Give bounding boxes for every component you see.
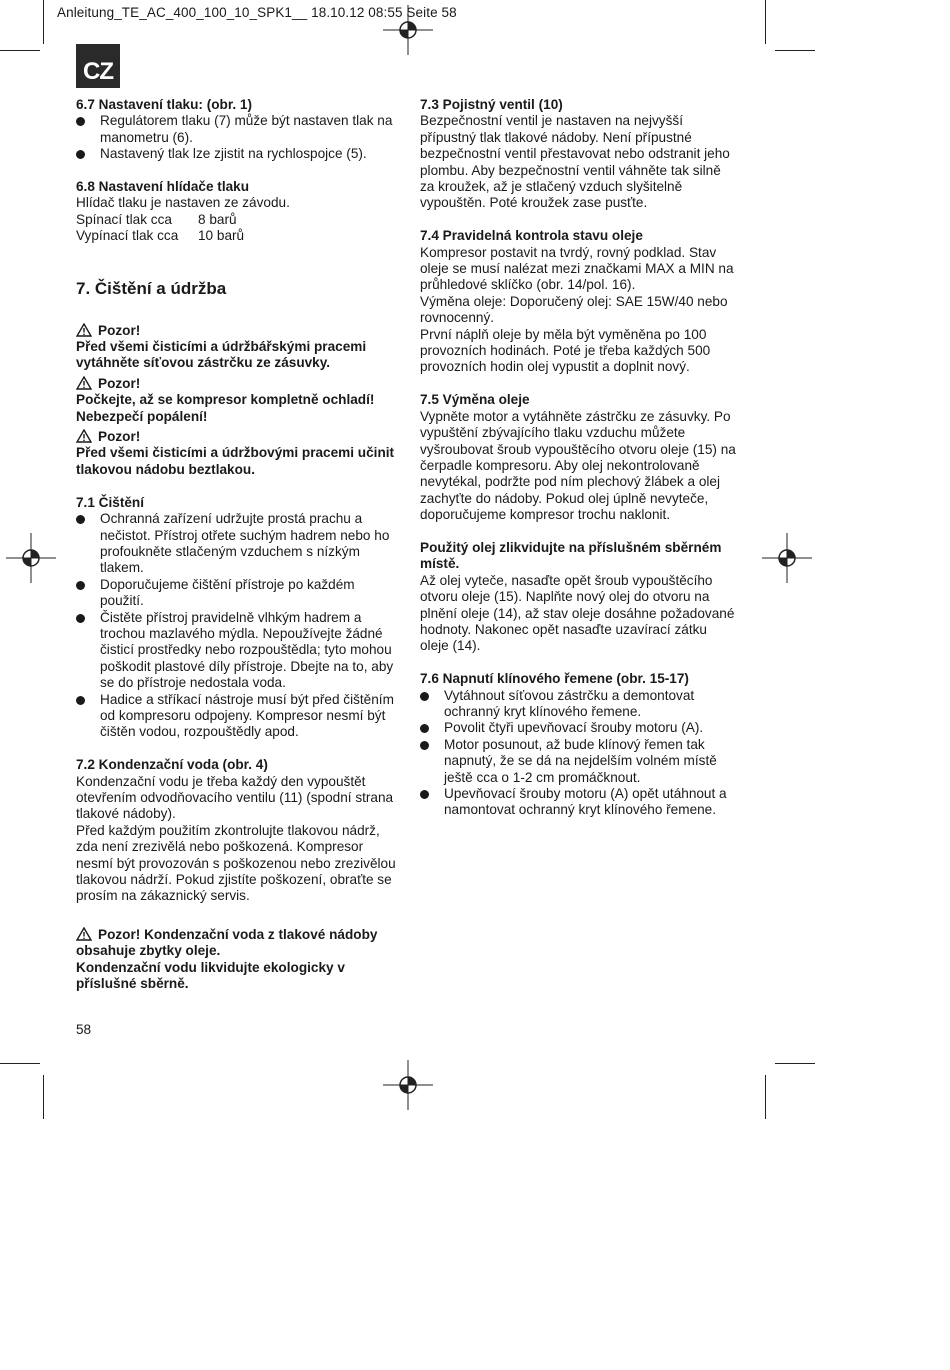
section-6-8-text: Hlídač tlaku je nastaven ze závodu.	[76, 195, 290, 211]
section-6-7-title: 6.7 Nastavení tlaku: (obr. 1)	[76, 97, 253, 112]
language-badge: CZ	[76, 44, 120, 88]
warning-icon	[76, 323, 92, 337]
section-6-7-list	[76, 113, 401, 162]
list-item: Povolit čtyři upevňovací šrouby motoru (A).	[420, 720, 738, 736]
list-item: Hadice a stříkací nástroje musí být před čištěním od kompresoru odpojeny. Kompresor nesmí být čištěn vodou, rozpouštědly apod.	[76, 692, 401, 741]
warning-label: Pozor!	[76, 429, 401, 445]
section-7-1-list	[76, 511, 401, 741]
section-7-2-paragraph: Před každým použitím zkontrolujte tlakovou nádrž, zda není zrezivělá nebo poškozená. Kompresor nesmí být provozován s poškozenou nebo zrezivělou tlakovou nádrží. Pokud zjistíte poškození, obraťte se prosím na zákaznický servis.	[76, 822, 396, 904]
list-item: Regulátorem tlaku (7) může být nastaven tlak na manometru (6).	[76, 113, 401, 146]
warning-text: Před všemi čisticími a údržbovými pracemi učinit tlakovou nádobu beztlakou.	[76, 445, 395, 477]
registration-mark-icon	[383, 5, 433, 55]
crop-mark	[765, 1075, 766, 1119]
list-item: Ochranná zařízení udržujte prostá prachu a nečistot. Přístroj otřete suchým hadrem nebo ho profoukněte stlačeným vzduchem s nízkým tlakem.	[76, 511, 401, 577]
list-item: Čistěte přístroj pravidelně vlhkým hadrem a trochou mazlavého mýdla. Nepoužívejte žádné čisticí prostředky nebo rozpouštědla; tyto mohou poškodit plastové díly přístroje. Dbejte na to, aby se do přístroje nedostala voda.	[76, 610, 401, 692]
crop-mark	[0, 50, 40, 51]
crop-mark	[43, 0, 44, 44]
page-number: 58	[76, 1022, 92, 1037]
section-6-8-title: 6.8 Nastavení hlídače tlaku	[76, 179, 250, 195]
crop-mark	[775, 1063, 815, 1064]
warning-label: Pozor!	[76, 376, 401, 392]
right-column	[420, 97, 738, 819]
section-7-4-paragraph: Výměna oleje: Doporučený olej: SAE 15W/40 nebo rovnocenný.	[420, 293, 728, 326]
list-item: Nastavený tlak lze zjistit na rychlospojce (5).	[76, 146, 401, 162]
pressure-row: Spínací tlak cca 8 barů	[76, 211, 237, 227]
section-7-3-text: Bezpečnostní ventil je nastaven na nejvyšší přípustný tlak tlakové nádoby. Není přípustné bezpečnostní ventil přestavovat nebo odstranit jeho plombu. Aby bezpečnostní ventil váhněte tak silně za kroužek, až je stlačený vzduch slyšitelně vypouštěn. Poté kroužek zase pusťte.	[420, 113, 730, 211]
crop-mark	[765, 0, 766, 44]
warning-text: Před všemi čisticími a údržbářskými pracemi vytáhněte síťovou zástrčku ze zásuvky.	[76, 339, 367, 371]
registration-mark-icon	[6, 533, 56, 583]
section-7-4-paragraph: Kompresor postavit na tvrdý, rovný podklad. Stav oleje se musí nalézat mezi značkami MAX a MIN na průhledové sklíčko (obr. 14/pol. 16).	[420, 244, 734, 293]
warning-label: Pozor!	[76, 323, 401, 339]
warning-icon	[76, 429, 92, 443]
section-7-4-title: 7.4 Pravidelná kontrola stavu oleje	[420, 228, 643, 244]
list-item: Upevňovací šrouby motoru (A) opět utáhnout a namontovat ochranný kryt klínového řemene.	[420, 786, 738, 819]
crop-mark	[0, 1063, 40, 1064]
warning-icon	[76, 376, 92, 390]
section-7-5-text: Vypněte motor a vytáhněte zástrčku ze zásuvky. Po vypuštění zbývajícího tlaku vzduchu můžete vyšroubovat šroub vypouštěcího otvoru oleje (15) na čerpadle kompresoru. Aby olej nekontrolovaně nevytékal, podržte pod ním plechový žlábek a olej zachyťte do nádoby. Pokud olej úplně nevyteče, doporučujeme kompresor trochu naklonit.	[420, 408, 736, 523]
list-item: Doporučujeme čištění přístroje po každém použití.	[76, 577, 401, 610]
section-7-6-list	[420, 688, 738, 819]
list-item: Motor posunout, až bude klínový řemen tak napnutý, že se dá na nejdelším volném místě ještě cca o 1-2 cm promáčknout.	[420, 737, 738, 786]
section-7-2-title: 7.2 Kondenzační voda (obr. 4)	[76, 757, 268, 773]
warning-text: Kondenzační vodu likvidujte ekologicky v příslušné sběrně.	[76, 959, 345, 992]
section-7-2-paragraph: Kondenzační vodu je třeba každý den vypouštět otevřením odvodňovacího ventilu (11) (spodní strana tlakové nádoby).	[76, 773, 394, 822]
crop-mark	[775, 50, 815, 51]
pressure-row: Vypínací tlak cca 10 barů	[76, 228, 245, 244]
section-7-4-paragraph: První náplň oleje by měla být vyměněna po 100 provozních hodinách. Poté je třeba každých 500 provozních hodin olej vypustit a doplnit nový.	[420, 326, 711, 375]
warning-text: Počkejte, až se kompresor kompletně ochladí! Nebezpečí popálení!	[76, 392, 375, 424]
list-item: Vytáhnout síťovou zástrčku a demontovat ochranný kryt klínového řemene.	[420, 688, 738, 721]
crop-mark	[43, 1075, 44, 1119]
warning-icon	[76, 927, 92, 941]
used-oil-text: Až olej vyteče, nasaďte opět šroub vypouštěcího otvoru oleje (15). Naplňte nový olej do otvoru na plnění oleje (14), až stav oleje dosáhne požadované hodnoty. Nakonec opět nasaďte uzavírací zátku oleje (14).	[420, 572, 735, 654]
registration-mark-icon	[762, 533, 812, 583]
section-7-title: 7. Čištění a údržba	[76, 278, 227, 298]
left-column	[76, 97, 401, 992]
section-7-3-title: 7.3 Pojistný ventil (10)	[420, 97, 563, 112]
section-7-1-title: 7.1 Čištění	[76, 494, 144, 510]
used-oil-title: Použitý olej zlikvidujte na příslušném sběrném místě.	[420, 539, 722, 572]
registration-mark-icon	[383, 1060, 433, 1110]
warning-text: Pozor! Kondenzační voda z tlakové nádoby obsahuje zbytky oleje.	[76, 926, 378, 959]
print-header: Anleitung_TE_AC_400_100_10_SPK1__ 18.10.12 08:55 Seite 58	[57, 5, 457, 20]
section-7-5-title: 7.5 Výměna oleje	[420, 392, 530, 408]
section-7-6-title: 7.6 Napnutí klínového řemene (obr. 15-17)	[420, 671, 689, 687]
